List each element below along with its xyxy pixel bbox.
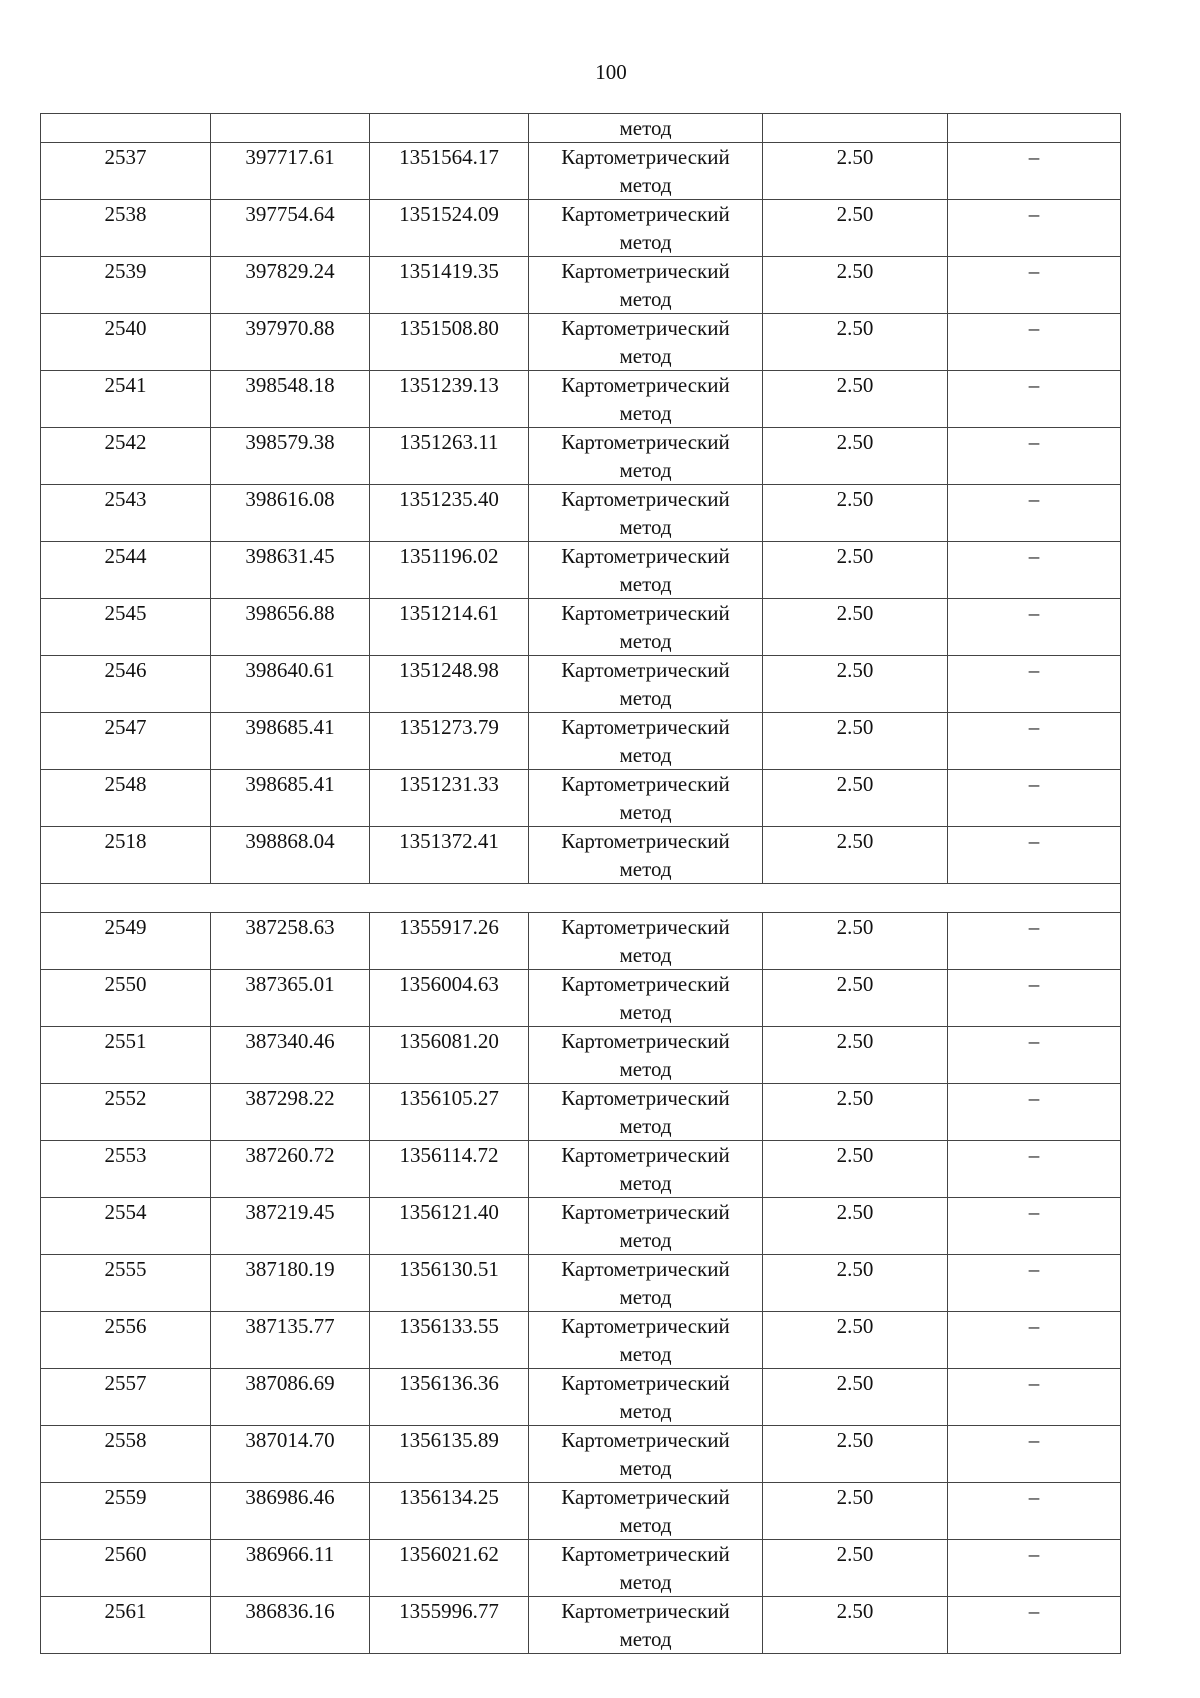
method-line-2: метод bbox=[619, 287, 672, 311]
coordinates-table bbox=[40, 113, 1121, 1654]
cell-note: – bbox=[948, 1597, 1121, 1654]
cell-y: 1351273.79 bbox=[370, 713, 529, 770]
table-row bbox=[41, 428, 1121, 485]
cell-x: 387258.63 bbox=[211, 913, 370, 970]
cell-y: 1351263.11 bbox=[370, 428, 529, 485]
cell-y: 1356130.51 bbox=[370, 1255, 529, 1312]
cell-accuracy: 2.50 bbox=[763, 143, 948, 200]
method-line-2: метод bbox=[619, 1342, 672, 1366]
table-row bbox=[41, 1312, 1121, 1369]
cell-note: – bbox=[948, 542, 1121, 599]
cell-accuracy: 2.50 bbox=[763, 599, 948, 656]
method-line-2: метод bbox=[619, 743, 672, 767]
cell-note: – bbox=[948, 1027, 1121, 1084]
cell-method: метод bbox=[529, 114, 763, 143]
cell-y: 1356121.40 bbox=[370, 1198, 529, 1255]
cell-note: – bbox=[948, 770, 1121, 827]
method-line-1: Картометрический bbox=[561, 1428, 730, 1452]
method-line-1: Картометрический bbox=[561, 829, 730, 853]
cell-point: 2557 bbox=[41, 1369, 211, 1426]
cell-note: – bbox=[948, 1141, 1121, 1198]
cell-note: – bbox=[948, 143, 1121, 200]
cell-note: – bbox=[948, 599, 1121, 656]
table-row bbox=[41, 1426, 1121, 1483]
cell-accuracy: 2.50 bbox=[763, 1312, 948, 1369]
cell-method bbox=[529, 428, 763, 485]
table-row bbox=[41, 371, 1121, 428]
cell-note: – bbox=[948, 200, 1121, 257]
table-row bbox=[41, 1141, 1121, 1198]
cell-x: 398548.18 bbox=[211, 371, 370, 428]
table-row bbox=[41, 1198, 1121, 1255]
cell-method bbox=[529, 1198, 763, 1255]
cell-accuracy: 2.50 bbox=[763, 371, 948, 428]
method-line-1: Картометрический bbox=[561, 1371, 730, 1395]
cell-y: 1351564.17 bbox=[370, 143, 529, 200]
group-separator-row bbox=[41, 884, 1121, 913]
cell-point: 2539 bbox=[41, 257, 211, 314]
cell-point: 2548 bbox=[41, 770, 211, 827]
method-line-2: метод bbox=[619, 230, 672, 254]
method-line-2: метод bbox=[619, 401, 672, 425]
method-line-1: Картометрический bbox=[561, 1029, 730, 1053]
cell-note: – bbox=[948, 1540, 1121, 1597]
cell-y: 1356081.20 bbox=[370, 1027, 529, 1084]
cell-x: 387014.70 bbox=[211, 1426, 370, 1483]
method-line-1: Картометрический bbox=[561, 915, 730, 939]
method-line-1: Картометрический bbox=[561, 1257, 730, 1281]
method-line-1: Картометрический bbox=[561, 1086, 730, 1110]
cell-point: 2549 bbox=[41, 913, 211, 970]
method-line-2: метод bbox=[619, 1513, 672, 1537]
cell-method bbox=[529, 599, 763, 656]
cell-note: – bbox=[948, 656, 1121, 713]
cell-method bbox=[529, 1027, 763, 1084]
cell-point: 2561 bbox=[41, 1597, 211, 1654]
method-line-2: метод bbox=[619, 1000, 672, 1024]
cell-y: 1351231.33 bbox=[370, 770, 529, 827]
cell-y: 1356135.89 bbox=[370, 1426, 529, 1483]
cell-method bbox=[529, 1483, 763, 1540]
cell-method bbox=[529, 1369, 763, 1426]
cell-method bbox=[529, 827, 763, 884]
cell-accuracy: 2.50 bbox=[763, 1483, 948, 1540]
cell-point: 2541 bbox=[41, 371, 211, 428]
cell-point: 2554 bbox=[41, 1198, 211, 1255]
cell-y: 1356004.63 bbox=[370, 970, 529, 1027]
table-row bbox=[41, 1597, 1121, 1654]
method-line-1: Картометрический bbox=[561, 544, 730, 568]
method-line-1: Картометрический bbox=[561, 1485, 730, 1509]
cell-note: – bbox=[948, 1483, 1121, 1540]
cell-note: – bbox=[948, 1198, 1121, 1255]
cell-point: 2546 bbox=[41, 656, 211, 713]
cell-method bbox=[529, 542, 763, 599]
method-line-2: метод bbox=[619, 344, 672, 368]
cell-point: 2560 bbox=[41, 1540, 211, 1597]
cell-note: – bbox=[948, 713, 1121, 770]
cell-x: 398579.38 bbox=[211, 428, 370, 485]
cell-note: – bbox=[948, 1084, 1121, 1141]
cell-point: 2544 bbox=[41, 542, 211, 599]
cell-method bbox=[529, 1540, 763, 1597]
cell-note: – bbox=[948, 257, 1121, 314]
cell-accuracy: 2.50 bbox=[763, 1597, 948, 1654]
cell-x: 397754.64 bbox=[211, 200, 370, 257]
cell-x: 397970.88 bbox=[211, 314, 370, 371]
cell-point: 2540 bbox=[41, 314, 211, 371]
cell-y: 1355917.26 bbox=[370, 913, 529, 970]
cell-accuracy: 2.50 bbox=[763, 1027, 948, 1084]
cell-y: 1351214.61 bbox=[370, 599, 529, 656]
table-row bbox=[41, 970, 1121, 1027]
cell-y: 1351248.98 bbox=[370, 656, 529, 713]
table-row bbox=[41, 485, 1121, 542]
cell-accuracy: 2.50 bbox=[763, 770, 948, 827]
cell-method bbox=[529, 371, 763, 428]
cell-point: 2547 bbox=[41, 713, 211, 770]
cell-note: – bbox=[948, 913, 1121, 970]
cell-accuracy: 2.50 bbox=[763, 713, 948, 770]
cell-point: 2553 bbox=[41, 1141, 211, 1198]
method-line-2: метод bbox=[619, 1057, 672, 1081]
cell-y: 1351508.80 bbox=[370, 314, 529, 371]
cell-accuracy: 2.50 bbox=[763, 1198, 948, 1255]
cell-accuracy: 2.50 bbox=[763, 542, 948, 599]
cell-accuracy: 2.50 bbox=[763, 200, 948, 257]
method-line-2: метод bbox=[619, 458, 672, 482]
cell-y: 1356134.25 bbox=[370, 1483, 529, 1540]
cell-point: 2550 bbox=[41, 970, 211, 1027]
table-row bbox=[41, 770, 1121, 827]
method-line-2: метод bbox=[619, 1114, 672, 1138]
cell-accuracy: 2.50 bbox=[763, 1084, 948, 1141]
cell-method bbox=[529, 713, 763, 770]
cell-x: 398631.45 bbox=[211, 542, 370, 599]
cell-accuracy: 2.50 bbox=[763, 970, 948, 1027]
table-row bbox=[41, 1369, 1121, 1426]
cell-y: 1351196.02 bbox=[370, 542, 529, 599]
method-line-1: Картометрический bbox=[561, 430, 730, 454]
cell-point bbox=[41, 114, 211, 143]
cell-accuracy: 2.50 bbox=[763, 1141, 948, 1198]
cell-method bbox=[529, 1597, 763, 1654]
method-line-2: метод bbox=[619, 800, 672, 824]
cell-x: 387260.72 bbox=[211, 1141, 370, 1198]
method-line-1: Картометрический bbox=[561, 259, 730, 283]
cell-x: 398685.41 bbox=[211, 770, 370, 827]
method-line-2: метод bbox=[619, 943, 672, 967]
cell-method bbox=[529, 143, 763, 200]
table-row bbox=[41, 656, 1121, 713]
cell-y bbox=[370, 114, 529, 143]
cell-method bbox=[529, 1084, 763, 1141]
table-row bbox=[41, 713, 1121, 770]
cell-x: 398685.41 bbox=[211, 713, 370, 770]
cell-accuracy bbox=[763, 114, 948, 143]
cell-x: 398656.88 bbox=[211, 599, 370, 656]
cell-x: 397829.24 bbox=[211, 257, 370, 314]
method-line-1: Картометрический bbox=[561, 1143, 730, 1167]
table-row bbox=[41, 200, 1121, 257]
table-row bbox=[41, 1255, 1121, 1312]
cell-x: 386836.16 bbox=[211, 1597, 370, 1654]
cell-note: – bbox=[948, 1426, 1121, 1483]
cell-y: 1351239.13 bbox=[370, 371, 529, 428]
cell-accuracy: 2.50 bbox=[763, 428, 948, 485]
table-row bbox=[41, 1027, 1121, 1084]
cell-x: 387086.69 bbox=[211, 1369, 370, 1426]
cell-accuracy: 2.50 bbox=[763, 827, 948, 884]
cell-point: 2542 bbox=[41, 428, 211, 485]
cell-y: 1355996.77 bbox=[370, 1597, 529, 1654]
coordinates-table-body bbox=[41, 114, 1121, 1654]
cell-accuracy: 2.50 bbox=[763, 913, 948, 970]
cell-note: – bbox=[948, 970, 1121, 1027]
cell-note: – bbox=[948, 827, 1121, 884]
method-line-1: Картометрический bbox=[561, 1599, 730, 1623]
separator-cell bbox=[41, 884, 1121, 913]
cell-x: 387365.01 bbox=[211, 970, 370, 1027]
cell-point: 2559 bbox=[41, 1483, 211, 1540]
cell-method bbox=[529, 1312, 763, 1369]
method-line-2: метод bbox=[619, 515, 672, 539]
method-line-1: Картометрический bbox=[561, 1542, 730, 1566]
cell-method bbox=[529, 1141, 763, 1198]
method-line-1: Картометрический bbox=[561, 658, 730, 682]
method-line-1: Картометрический bbox=[561, 601, 730, 625]
cell-point: 2545 bbox=[41, 599, 211, 656]
cell-x: 386986.46 bbox=[211, 1483, 370, 1540]
cell-y: 1356133.55 bbox=[370, 1312, 529, 1369]
cell-x: 398868.04 bbox=[211, 827, 370, 884]
cell-method bbox=[529, 1255, 763, 1312]
method-line-2: метод bbox=[619, 857, 672, 881]
method-line-1: Картометрический bbox=[561, 715, 730, 739]
cell-point: 2537 bbox=[41, 143, 211, 200]
cell-accuracy: 2.50 bbox=[763, 485, 948, 542]
cell-x bbox=[211, 114, 370, 143]
cell-note: – bbox=[948, 1255, 1121, 1312]
table-row bbox=[41, 314, 1121, 371]
cell-x: 398640.61 bbox=[211, 656, 370, 713]
cell-x: 387219.45 bbox=[211, 1198, 370, 1255]
cell-x: 387298.22 bbox=[211, 1084, 370, 1141]
cell-note: – bbox=[948, 1369, 1121, 1426]
table-row bbox=[41, 257, 1121, 314]
cell-method bbox=[529, 770, 763, 827]
cell-x: 387340.46 bbox=[211, 1027, 370, 1084]
method-line-2: метод bbox=[619, 1570, 672, 1594]
cell-accuracy: 2.50 bbox=[763, 1255, 948, 1312]
method-line-2: метод bbox=[619, 1399, 672, 1423]
cell-accuracy: 2.50 bbox=[763, 1369, 948, 1426]
method-line-2: метод bbox=[619, 1171, 672, 1195]
cell-note: – bbox=[948, 428, 1121, 485]
method-line-2: метод bbox=[619, 572, 672, 596]
cell-y: 1356136.36 bbox=[370, 1369, 529, 1426]
table-row bbox=[41, 1540, 1121, 1597]
cell-x: 398616.08 bbox=[211, 485, 370, 542]
cell-x: 397717.61 bbox=[211, 143, 370, 200]
cell-method bbox=[529, 913, 763, 970]
method-line-1: Картометрический bbox=[561, 145, 730, 169]
method-line-1: Картометрический bbox=[561, 972, 730, 996]
cell-point: 2555 bbox=[41, 1255, 211, 1312]
cell-note: – bbox=[948, 485, 1121, 542]
cell-point: 2552 bbox=[41, 1084, 211, 1141]
cell-point: 2538 bbox=[41, 200, 211, 257]
cell-y: 1356105.27 bbox=[370, 1084, 529, 1141]
cell-method bbox=[529, 970, 763, 1027]
cell-accuracy: 2.50 bbox=[763, 1540, 948, 1597]
cell-x: 387180.19 bbox=[211, 1255, 370, 1312]
cell-x: 387135.77 bbox=[211, 1312, 370, 1369]
cell-note bbox=[948, 114, 1121, 143]
cell-point: 2556 bbox=[41, 1312, 211, 1369]
cell-point: 2558 bbox=[41, 1426, 211, 1483]
method-line-1: Картометрический bbox=[561, 316, 730, 340]
cell-point: 2543 bbox=[41, 485, 211, 542]
table-row bbox=[41, 1483, 1121, 1540]
cell-accuracy: 2.50 bbox=[763, 656, 948, 713]
cell-method bbox=[529, 257, 763, 314]
cell-method bbox=[529, 656, 763, 713]
table-row bbox=[41, 599, 1121, 656]
method-line-2: метод bbox=[619, 1627, 672, 1651]
method-line-1: Картометрический bbox=[561, 487, 730, 511]
cell-y: 1351372.41 bbox=[370, 827, 529, 884]
method-line-1: Картометрический bbox=[561, 1200, 730, 1224]
cell-method bbox=[529, 485, 763, 542]
method-line-1: Картометрический bbox=[561, 1314, 730, 1338]
table-row bbox=[41, 1084, 1121, 1141]
method-line-2: метод bbox=[619, 1456, 672, 1480]
method-line-1: Картометрический bbox=[561, 772, 730, 796]
method-line-2: метод bbox=[619, 173, 672, 197]
cell-note: – bbox=[948, 371, 1121, 428]
method-line-1: Картометрический bbox=[561, 373, 730, 397]
method-line-2: метод bbox=[619, 1228, 672, 1252]
cell-y: 1356021.62 bbox=[370, 1540, 529, 1597]
cell-note: – bbox=[948, 1312, 1121, 1369]
page-number: 100 bbox=[595, 60, 627, 84]
cell-accuracy: 2.50 bbox=[763, 257, 948, 314]
cell-point: 2551 bbox=[41, 1027, 211, 1084]
cell-x: 386966.11 bbox=[211, 1540, 370, 1597]
cell-method bbox=[529, 314, 763, 371]
cell-y: 1356114.72 bbox=[370, 1141, 529, 1198]
cell-method bbox=[529, 200, 763, 257]
cell-accuracy: 2.50 bbox=[763, 314, 948, 371]
table-row bbox=[41, 143, 1121, 200]
cell-y: 1351235.40 bbox=[370, 485, 529, 542]
continuation-row bbox=[41, 114, 1121, 143]
method-line-2: метод bbox=[619, 1285, 672, 1309]
cell-note: – bbox=[948, 314, 1121, 371]
table-row bbox=[41, 542, 1121, 599]
method-line-2: метод bbox=[619, 686, 672, 710]
cell-accuracy: 2.50 bbox=[763, 1426, 948, 1483]
cell-y: 1351524.09 bbox=[370, 200, 529, 257]
cell-point: 2518 bbox=[41, 827, 211, 884]
cell-method bbox=[529, 1426, 763, 1483]
cell-y: 1351419.35 bbox=[370, 257, 529, 314]
table-row bbox=[41, 913, 1121, 970]
table-row bbox=[41, 827, 1121, 884]
method-line-2: метод bbox=[619, 629, 672, 653]
method-line-1: Картометрический bbox=[561, 202, 730, 226]
